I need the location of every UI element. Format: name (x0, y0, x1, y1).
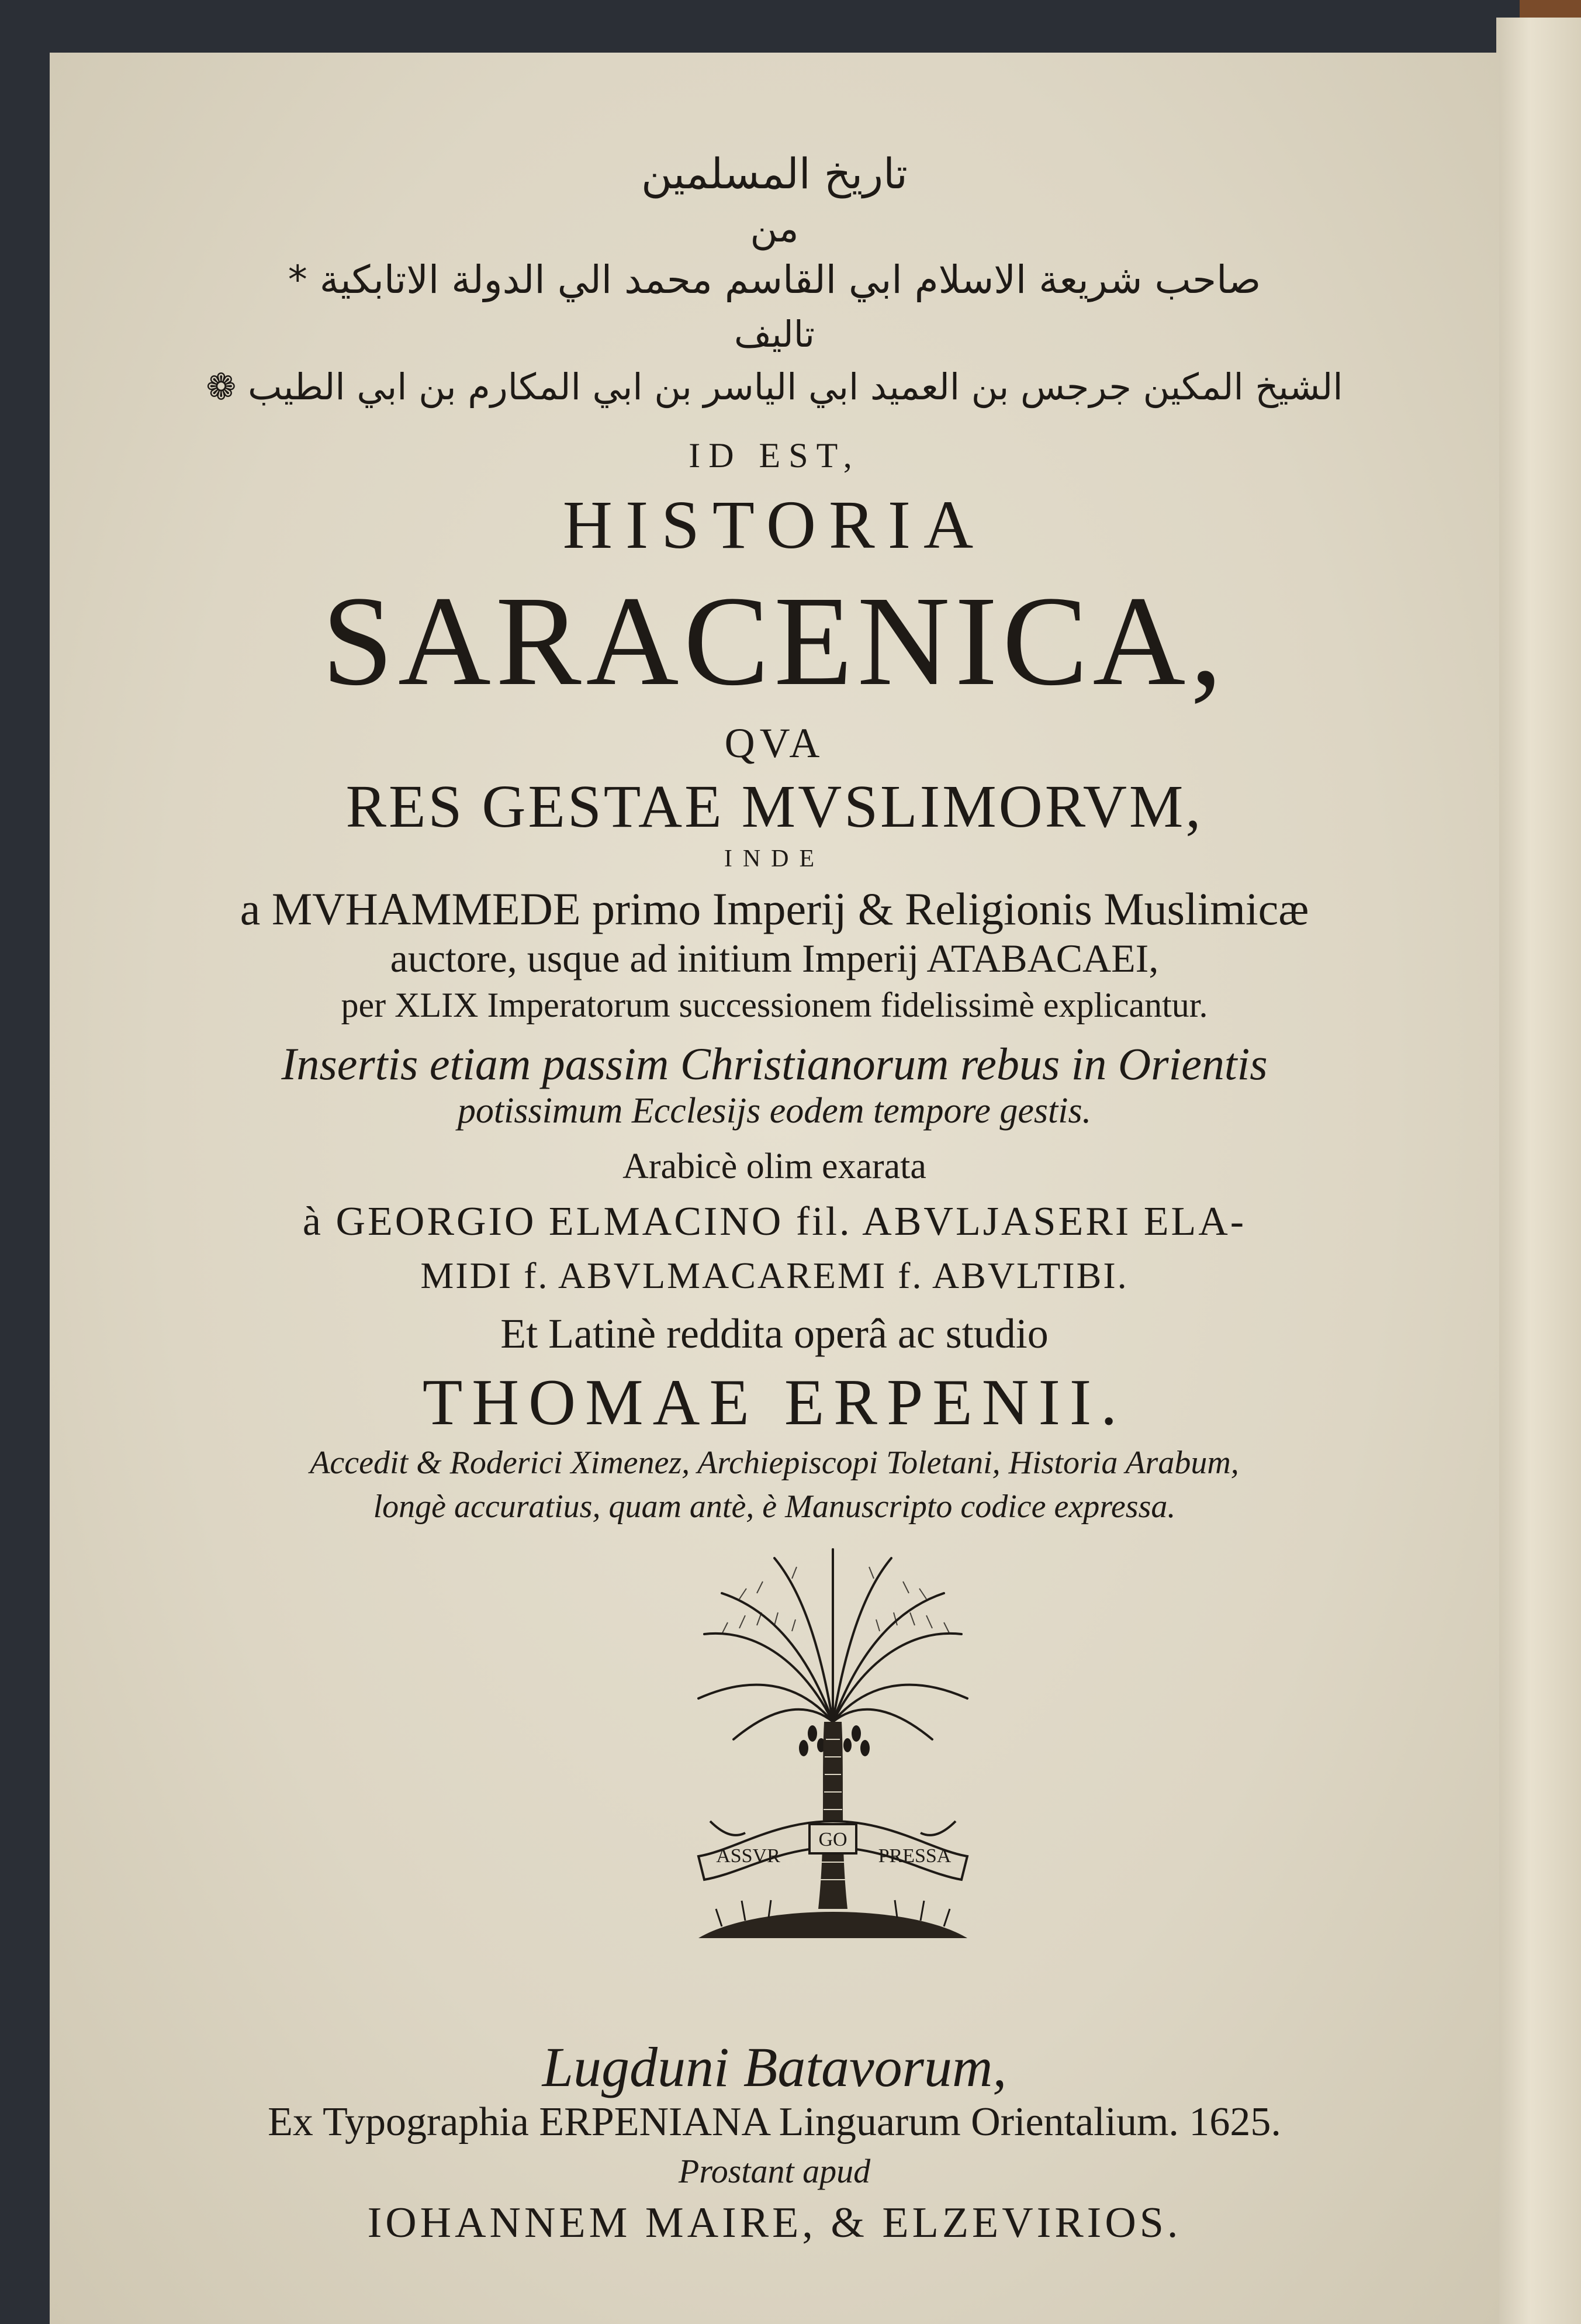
iohannem-line: IOHANNEM MAIRE, & ELZEVIRIOS. (367, 2199, 1182, 2247)
arabice-line: Arabicè olim exarata (622, 1147, 926, 1186)
inde-line: INDE (724, 845, 825, 872)
typographia-line: Ex Typographia ERPENIANA Linguarum Orientalium. 1625. (268, 2099, 1281, 2145)
georgio-line: à GEORGIO ELMACINO fil. ABVLJASERI ELA- (302, 1199, 1247, 1244)
motto-right: PRESSA (878, 1845, 952, 1867)
potissimum-line: potissimum Ecclesijs eodem tempore gestis. (457, 1091, 1092, 1131)
muhammede-line: a MVHAMMEDE primo Imperij & Religionis Muslimicæ (240, 883, 1309, 934)
palm-tree-printer-device-icon (687, 1546, 979, 1944)
motto-center: GO (818, 1829, 847, 1850)
idest-line: ID EST, (689, 436, 860, 475)
insertis-line: Insertis etiam passim Christianorum rebus in Orientis (281, 1038, 1268, 1089)
lugduni-line: Lugduni Batavorum, (542, 2036, 1007, 2098)
historia-heading: HISTORIA (562, 486, 987, 563)
arabic-title: تاريخ المسلمين (641, 149, 908, 198)
accedit-line: Accedit & Roderici Ximenez, Archiepiscopi Toletani, Historia Arabum, (310, 1445, 1239, 1481)
arabic-min: من (750, 208, 799, 251)
motto-left: ASSVR (716, 1845, 780, 1867)
latine-line: Et Latinè reddita operâ ac studio (500, 1310, 1049, 1357)
qua-line: QVA (724, 720, 825, 766)
arabic-author-line: الشيخ المكين جرجس بن العميد ابي الياسر بن ابي المكارم بن ابي الطيب ❁ (206, 365, 1343, 408)
prostant-line: Prostant apud (678, 2152, 871, 2190)
arabic-line-2: صاحب شريعة الاسلام ابي القاسم محمد الي الدولة الاتابكية * (288, 257, 1261, 302)
per-xlix-line: per XLIX Imperatorum successionem fidelissimè explicantur. (341, 986, 1208, 1024)
saracenica-heading: SARACENICA, (321, 569, 1227, 712)
title-page (50, 53, 1499, 2324)
auctore-line: auctore, usque ad initium Imperij ATABACAEI, (390, 936, 1159, 980)
facing-page-edge (1496, 18, 1581, 2324)
res-gestae-line: RES GESTAE MVSLIMORVM, (345, 773, 1203, 840)
thomae-erpenii-heading: THOMAE ERPENII. (422, 1366, 1127, 1439)
longe-line: longè accuratius, quam antè, è Manuscripto codice expressa. (373, 1489, 1176, 1525)
midi-line: MIDI f. ABVLMACAREMI f. ABVLTIBI. (420, 1255, 1129, 1296)
arabic-talif: تاليف (734, 313, 815, 355)
